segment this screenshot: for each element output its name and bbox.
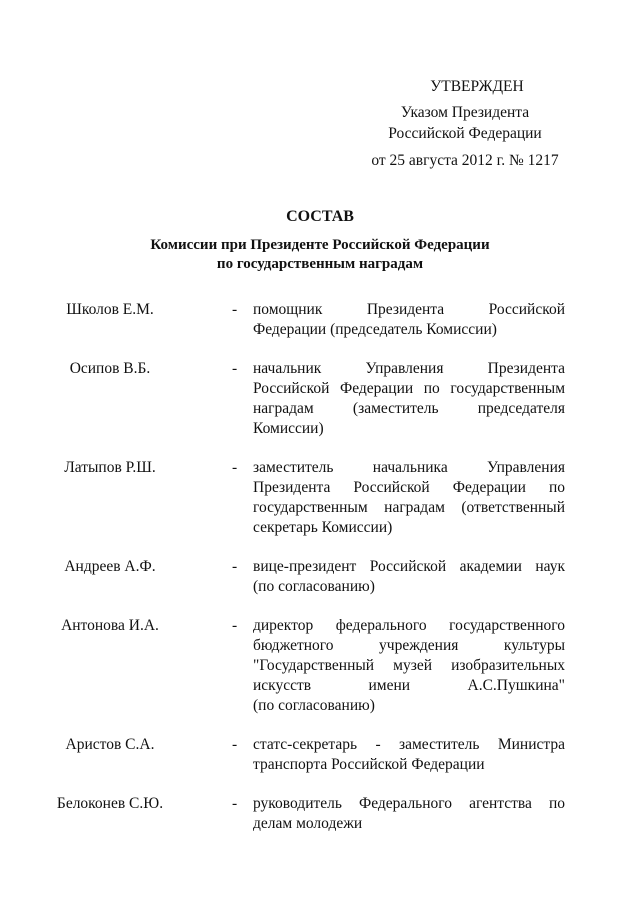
member-row bbox=[0, 794, 640, 834]
member-role-line: искусств имени А.С.Пушкина" bbox=[253, 677, 565, 694]
member-dash: - bbox=[232, 301, 238, 318]
member-row bbox=[0, 735, 640, 775]
member-role-line: "Государственный музей изобразительных bbox=[253, 657, 565, 674]
member-role-line: бюджетного учреждения культуры bbox=[253, 637, 565, 654]
member-role bbox=[253, 557, 565, 597]
member-dash: - bbox=[232, 736, 238, 753]
member-dash: - bbox=[232, 617, 238, 634]
member-role-line: Российской Федерации по государственным bbox=[253, 380, 565, 397]
member-role-line: секретарь Комиссии) bbox=[253, 519, 393, 536]
member-role-line: государственным наградам (ответственный bbox=[253, 499, 565, 516]
member-name: Осипов В.Б. bbox=[69, 360, 151, 377]
member-row bbox=[0, 359, 640, 439]
member-dash: - bbox=[232, 795, 238, 812]
member-role bbox=[253, 616, 565, 716]
member-role-line: транспорта Российской Федерации bbox=[253, 756, 485, 773]
member-name: Андреев А.Ф. bbox=[64, 558, 156, 575]
subtitle-line-1: Комиссии при Президенте Российской Федерации bbox=[150, 237, 490, 253]
approval-stamp bbox=[360, 76, 570, 171]
member-role bbox=[253, 794, 565, 834]
member-role-line: статс-секретарь - заместитель Министра bbox=[253, 736, 565, 753]
member-dash: - bbox=[232, 360, 238, 377]
member-row bbox=[0, 616, 640, 716]
subtitle-line-2: по государственным наградам bbox=[216, 256, 424, 272]
member-role-line: (по согласованию) bbox=[253, 578, 375, 595]
member-role bbox=[253, 359, 565, 439]
federation-label: Российской Федерации bbox=[388, 125, 542, 142]
document-title: СОСТАВ bbox=[286, 208, 354, 225]
member-row bbox=[0, 458, 640, 538]
member-role bbox=[253, 300, 565, 340]
member-role-line: наградам (заместитель председателя bbox=[253, 400, 565, 417]
member-role-line: вице-президент Российской академии наук bbox=[253, 558, 565, 575]
member-name: Белоконев С.Ю. bbox=[56, 795, 164, 812]
member-name: Школов Е.М. bbox=[66, 301, 154, 318]
member-role-line: (по согласованию) bbox=[253, 697, 375, 714]
member-role-line: Комиссии) bbox=[253, 420, 324, 437]
member-row bbox=[0, 300, 640, 340]
document-subtitle bbox=[120, 236, 520, 274]
member-name: Антонова И.А. bbox=[61, 617, 159, 634]
member-name: Латыпов Р.Ш. bbox=[64, 459, 156, 476]
member-role bbox=[253, 458, 565, 538]
member-role-line: Федерации (председатель Комиссии) bbox=[253, 321, 497, 338]
member-role-line: начальник Управления Президента bbox=[253, 360, 565, 377]
member-role-line: помощник Президента Российской bbox=[253, 301, 565, 318]
member-row bbox=[0, 557, 640, 597]
member-role bbox=[253, 735, 565, 775]
member-dash: - bbox=[232, 459, 238, 476]
member-role-line: делам молодежи bbox=[253, 815, 363, 832]
member-list bbox=[0, 300, 640, 853]
member-name: Аристов С.А. bbox=[65, 736, 155, 753]
member-role-line: заместитель начальника Управления bbox=[253, 459, 565, 476]
approved-label: УТВЕРЖДЕН bbox=[430, 78, 524, 95]
decree-label: Указом Президента bbox=[400, 104, 530, 121]
member-role-line: директор федерального государственного bbox=[253, 617, 565, 634]
member-role-line: руководитель Федерального агентства по bbox=[253, 795, 565, 812]
member-role-line: Президента Российской Федерации по bbox=[253, 479, 565, 496]
member-dash: - bbox=[232, 558, 238, 575]
decree-date: от 25 августа 2012 г. № 1217 bbox=[371, 152, 559, 169]
